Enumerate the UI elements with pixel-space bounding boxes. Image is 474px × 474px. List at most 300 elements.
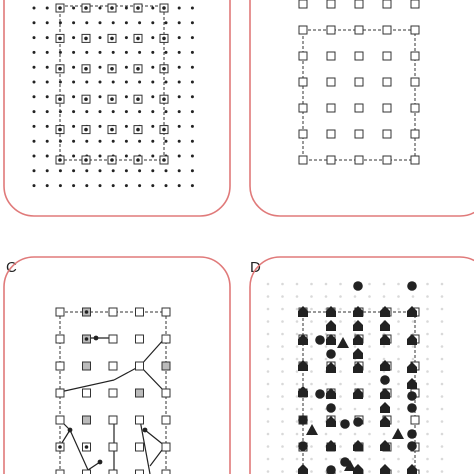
grid-square [355, 26, 363, 34]
faint-dot [339, 333, 342, 336]
square-center-dot [110, 37, 114, 41]
grid-dot [112, 184, 115, 187]
grid-dot [46, 66, 49, 69]
faint-dot [310, 358, 313, 361]
faint-dot [397, 470, 400, 473]
faint-dot [397, 458, 400, 461]
triangle-glyph [306, 424, 318, 435]
grid-dot [99, 95, 102, 98]
grid-square [299, 52, 307, 60]
grid-square [355, 130, 363, 138]
grid-dot [125, 184, 128, 187]
grid-dot [178, 7, 181, 10]
square-center-dot [84, 128, 88, 132]
grid-dot [165, 110, 168, 113]
faint-dot [296, 345, 299, 348]
grid-square [411, 130, 419, 138]
square-center-dot [58, 37, 62, 41]
faint-dot [281, 470, 284, 473]
panel-b-dashed-region [303, 30, 415, 160]
faint-dot [397, 345, 400, 348]
faint-dot [397, 395, 400, 398]
faint-dot [426, 433, 429, 436]
grid-dot [99, 140, 102, 143]
circle-glyph [407, 429, 417, 439]
grid-dot [46, 81, 49, 84]
circle-glyph [407, 281, 417, 291]
grid-dot [191, 95, 194, 98]
grid-dot [138, 81, 141, 84]
faint-dot [426, 383, 429, 386]
grid-dot [72, 169, 75, 172]
square-center-dot [58, 97, 62, 101]
faint-dot [310, 295, 313, 298]
grid-dot [99, 169, 102, 172]
grid-dot [151, 140, 154, 143]
faint-dot [354, 408, 357, 411]
square-center-dot [85, 310, 89, 314]
grid-square [162, 362, 170, 370]
faint-dot [281, 458, 284, 461]
triangle-glyph [392, 428, 404, 439]
grid-dot [99, 7, 102, 10]
square-center-dot [84, 97, 88, 101]
faint-dot [441, 320, 444, 323]
circle-glyph [353, 281, 363, 291]
grid-dot [191, 51, 194, 54]
faint-dot [310, 395, 313, 398]
grid-dot [151, 7, 154, 10]
grid-dot [33, 140, 36, 143]
faint-dot [325, 458, 328, 461]
grid-square [83, 389, 91, 397]
grid-square [136, 443, 144, 451]
faint-dot [368, 408, 371, 411]
faint-dot [426, 308, 429, 311]
faint-dot [426, 283, 429, 286]
faint-dot [426, 295, 429, 298]
grid-dot [178, 66, 181, 69]
faint-dot [325, 295, 328, 298]
grid-dot [191, 66, 194, 69]
faint-dot [426, 333, 429, 336]
faint-dot [281, 308, 284, 311]
faint-dot [296, 383, 299, 386]
faint-dot [426, 358, 429, 361]
grid-dot [46, 51, 49, 54]
grid-square [56, 335, 64, 343]
grid-dot [33, 36, 36, 39]
grid-square [136, 389, 144, 397]
grid-square [411, 26, 419, 34]
grid-dot [99, 184, 102, 187]
grid-dot [85, 184, 88, 187]
grid-dot [33, 169, 36, 172]
grid-dot [191, 155, 194, 158]
faint-dot [368, 420, 371, 423]
faint-dot [368, 433, 371, 436]
faint-dot [296, 370, 299, 373]
grid-dot [112, 140, 115, 143]
grid-dot [191, 36, 194, 39]
faint-dot [368, 445, 371, 448]
grid-dot [99, 155, 102, 158]
square-center-dot [58, 67, 62, 71]
grid-dot [191, 125, 194, 128]
grid-square [136, 308, 144, 316]
grid-square [83, 416, 91, 424]
faint-dot [296, 308, 299, 311]
circle-glyph [340, 419, 350, 429]
faint-dot [441, 470, 444, 473]
faint-dot [441, 308, 444, 311]
grid-dot [125, 21, 128, 24]
circle-glyph [315, 389, 325, 399]
square-center-dot [136, 67, 140, 71]
grid-dot [33, 110, 36, 113]
grid-square [162, 335, 170, 343]
faint-dot [310, 345, 313, 348]
faint-dot [354, 458, 357, 461]
faint-dot [368, 320, 371, 323]
grid-dot [33, 155, 36, 158]
grid-dot [72, 155, 75, 158]
panel-b-squares [299, 0, 419, 164]
grid-dot [125, 51, 128, 54]
faint-dot [383, 345, 386, 348]
node-dot [98, 460, 103, 465]
grid-dot [125, 140, 128, 143]
faint-dot [426, 458, 429, 461]
faint-dot [267, 470, 270, 473]
faint-dot [296, 283, 299, 286]
grid-square [327, 130, 335, 138]
grid-dot [112, 51, 115, 54]
house-glyph [326, 440, 336, 451]
square-center-dot [84, 37, 88, 41]
grid-dot [72, 66, 75, 69]
grid-dot [99, 51, 102, 54]
faint-dot [296, 433, 299, 436]
grid-dot [178, 140, 181, 143]
grid-dot [99, 125, 102, 128]
faint-dot [296, 470, 299, 473]
panel-c-label: C [6, 259, 17, 276]
node-dot [68, 428, 73, 433]
house-glyph [407, 378, 417, 389]
faint-dot [281, 333, 284, 336]
faint-dot [441, 433, 444, 436]
grid-dot [46, 95, 49, 98]
house-glyph [380, 464, 390, 474]
faint-dot [310, 333, 313, 336]
grid-square [109, 308, 117, 316]
grid-square [327, 52, 335, 60]
grid-square [162, 416, 170, 424]
circle-glyph [407, 391, 417, 401]
grid-dot [125, 95, 128, 98]
grid-dot [125, 125, 128, 128]
faint-dot [296, 445, 299, 448]
faint-dot [397, 283, 400, 286]
grid-dot [178, 155, 181, 158]
faint-dot [368, 470, 371, 473]
grid-dot [72, 81, 75, 84]
grid-dot [178, 110, 181, 113]
square-center-dot [136, 97, 140, 101]
house-glyph [298, 464, 308, 474]
faint-dot [397, 358, 400, 361]
faint-dot [296, 408, 299, 411]
circle-glyph [315, 335, 325, 345]
faint-dot [281, 370, 284, 373]
grid-dot [191, 7, 194, 10]
faint-dot [310, 370, 313, 373]
square-center-dot [162, 67, 166, 71]
faint-dot [281, 420, 284, 423]
panel-a-dashed-region [60, 6, 164, 160]
faint-dot [441, 345, 444, 348]
grid-dot [151, 81, 154, 84]
grid-dot [85, 81, 88, 84]
grid-square [299, 78, 307, 86]
faint-dot [426, 370, 429, 373]
grid-dot [125, 169, 128, 172]
circle-glyph [407, 403, 417, 413]
grid-square [411, 0, 419, 8]
grid-dot [33, 7, 36, 10]
faint-dot [281, 395, 284, 398]
grid-dot [178, 81, 181, 84]
grid-dot [46, 184, 49, 187]
grid-dot [72, 7, 75, 10]
faint-dot [441, 408, 444, 411]
faint-dot [368, 283, 371, 286]
faint-dot [281, 295, 284, 298]
grid-dot [165, 21, 168, 24]
square-center-dot [162, 158, 166, 162]
faint-dot [339, 408, 342, 411]
faint-dot [397, 333, 400, 336]
faint-dot [426, 420, 429, 423]
grid-square [383, 130, 391, 138]
grid-dot [191, 81, 194, 84]
faint-dot [325, 283, 328, 286]
square-center-dot [136, 37, 140, 41]
faint-dot [267, 320, 270, 323]
grid-dot [33, 125, 36, 128]
grid-dot [191, 184, 194, 187]
faint-dot [426, 445, 429, 448]
grid-dot [99, 21, 102, 24]
faint-dot [441, 358, 444, 361]
faint-dot [339, 470, 342, 473]
grid-dot [72, 51, 75, 54]
square-center-dot [58, 128, 62, 132]
grid-dot [99, 36, 102, 39]
grid-dot [178, 36, 181, 39]
panel-c-squares [56, 308, 170, 474]
faint-dot [441, 395, 444, 398]
grid-dot [151, 66, 154, 69]
grid-dot [191, 21, 194, 24]
grid-square [109, 389, 117, 397]
grid-square [411, 156, 419, 164]
grid-dot [72, 95, 75, 98]
grid-dot [138, 51, 141, 54]
grid-dot [72, 140, 75, 143]
grid-square [56, 470, 64, 474]
faint-dot [296, 320, 299, 323]
grid-square [162, 443, 170, 451]
grid-square [83, 362, 91, 370]
grid-square [383, 104, 391, 112]
grid-dot [191, 140, 194, 143]
grid-dot [46, 140, 49, 143]
panel-a [4, 0, 230, 216]
grid-dot [191, 110, 194, 113]
faint-dot [368, 295, 371, 298]
faint-dot [310, 408, 313, 411]
faint-dot [354, 383, 357, 386]
square-center-dot [136, 158, 140, 162]
faint-dot [368, 383, 371, 386]
grid-dot [125, 66, 128, 69]
faint-dot [325, 383, 328, 386]
square-center-dot [85, 337, 89, 341]
grid-dot [151, 36, 154, 39]
faint-dot [339, 445, 342, 448]
faint-dot [310, 458, 313, 461]
grid-dot [46, 36, 49, 39]
grid-square [299, 26, 307, 34]
faint-dot [296, 333, 299, 336]
grid-dot [125, 36, 128, 39]
grid-dot [33, 66, 36, 69]
grid-square [109, 362, 117, 370]
grid-dot [125, 7, 128, 10]
faint-dot [296, 358, 299, 361]
faint-dot [310, 445, 313, 448]
square-center-dot [162, 37, 166, 41]
grid-dot [72, 21, 75, 24]
grid-dot [85, 110, 88, 113]
faint-dot [267, 283, 270, 286]
faint-dot [281, 320, 284, 323]
grid-dot [165, 184, 168, 187]
square-center-dot [84, 6, 88, 10]
grid-dot [72, 36, 75, 39]
grid-dot [191, 169, 194, 172]
faint-dot [426, 470, 429, 473]
faint-dot [397, 320, 400, 323]
faint-dot [267, 308, 270, 311]
grid-dot [72, 110, 75, 113]
faint-dot [339, 383, 342, 386]
square-center-dot [84, 67, 88, 71]
grid-square [327, 26, 335, 34]
grid-square [327, 78, 335, 86]
faint-dot [310, 308, 313, 311]
faint-dot [368, 458, 371, 461]
grid-square [136, 470, 144, 474]
square-center-dot [58, 445, 62, 449]
grid-square [162, 389, 170, 397]
faint-dot [397, 370, 400, 373]
faint-dot [310, 470, 313, 473]
grid-square [56, 389, 64, 397]
grid-dot [46, 155, 49, 158]
grid-square [383, 156, 391, 164]
faint-dot [368, 345, 371, 348]
grid-square [109, 416, 117, 424]
faint-dot [267, 433, 270, 436]
grid-dot [178, 51, 181, 54]
square-center-dot [162, 97, 166, 101]
faint-dot [383, 358, 386, 361]
faint-dot [412, 358, 415, 361]
grid-square [162, 470, 170, 474]
grid-square [327, 156, 335, 164]
house-glyph [380, 320, 390, 331]
grid-dot [125, 81, 128, 84]
faint-dot [383, 295, 386, 298]
circle-glyph [380, 375, 390, 385]
panel-d-label: D [250, 259, 261, 276]
faint-dot [296, 295, 299, 298]
grid-square [411, 52, 419, 60]
house-glyph [298, 386, 308, 397]
grid-dot [85, 140, 88, 143]
faint-dot [339, 320, 342, 323]
grid-dot [178, 125, 181, 128]
grid-square [162, 308, 170, 316]
faint-dot [325, 358, 328, 361]
node-dot [94, 336, 99, 341]
grid-dot [112, 169, 115, 172]
grid-dot [46, 7, 49, 10]
grid-square [355, 104, 363, 112]
grid-square [411, 104, 419, 112]
grid-dot [46, 21, 49, 24]
faint-dot [296, 420, 299, 423]
faint-dot [354, 345, 357, 348]
grid-square [411, 416, 419, 424]
grid-dot [99, 110, 102, 113]
panel-c [4, 257, 230, 474]
faint-dot [368, 333, 371, 336]
house-glyph [353, 464, 363, 474]
faint-dot [412, 320, 415, 323]
faint-dot [267, 395, 270, 398]
grid-square [383, 0, 391, 8]
grid-dot [99, 66, 102, 69]
grid-square [327, 0, 335, 8]
grid-square [136, 416, 144, 424]
faint-dot [383, 283, 386, 286]
grid-square [56, 308, 64, 316]
grid-dot [151, 51, 154, 54]
faint-dot [339, 308, 342, 311]
circle-glyph [298, 441, 308, 451]
faint-dot [441, 283, 444, 286]
grid-dot [165, 51, 168, 54]
circle-glyph [407, 441, 417, 451]
grid-dot [138, 184, 141, 187]
faint-dot [325, 433, 328, 436]
faint-dot [310, 320, 313, 323]
grid-square [56, 362, 64, 370]
